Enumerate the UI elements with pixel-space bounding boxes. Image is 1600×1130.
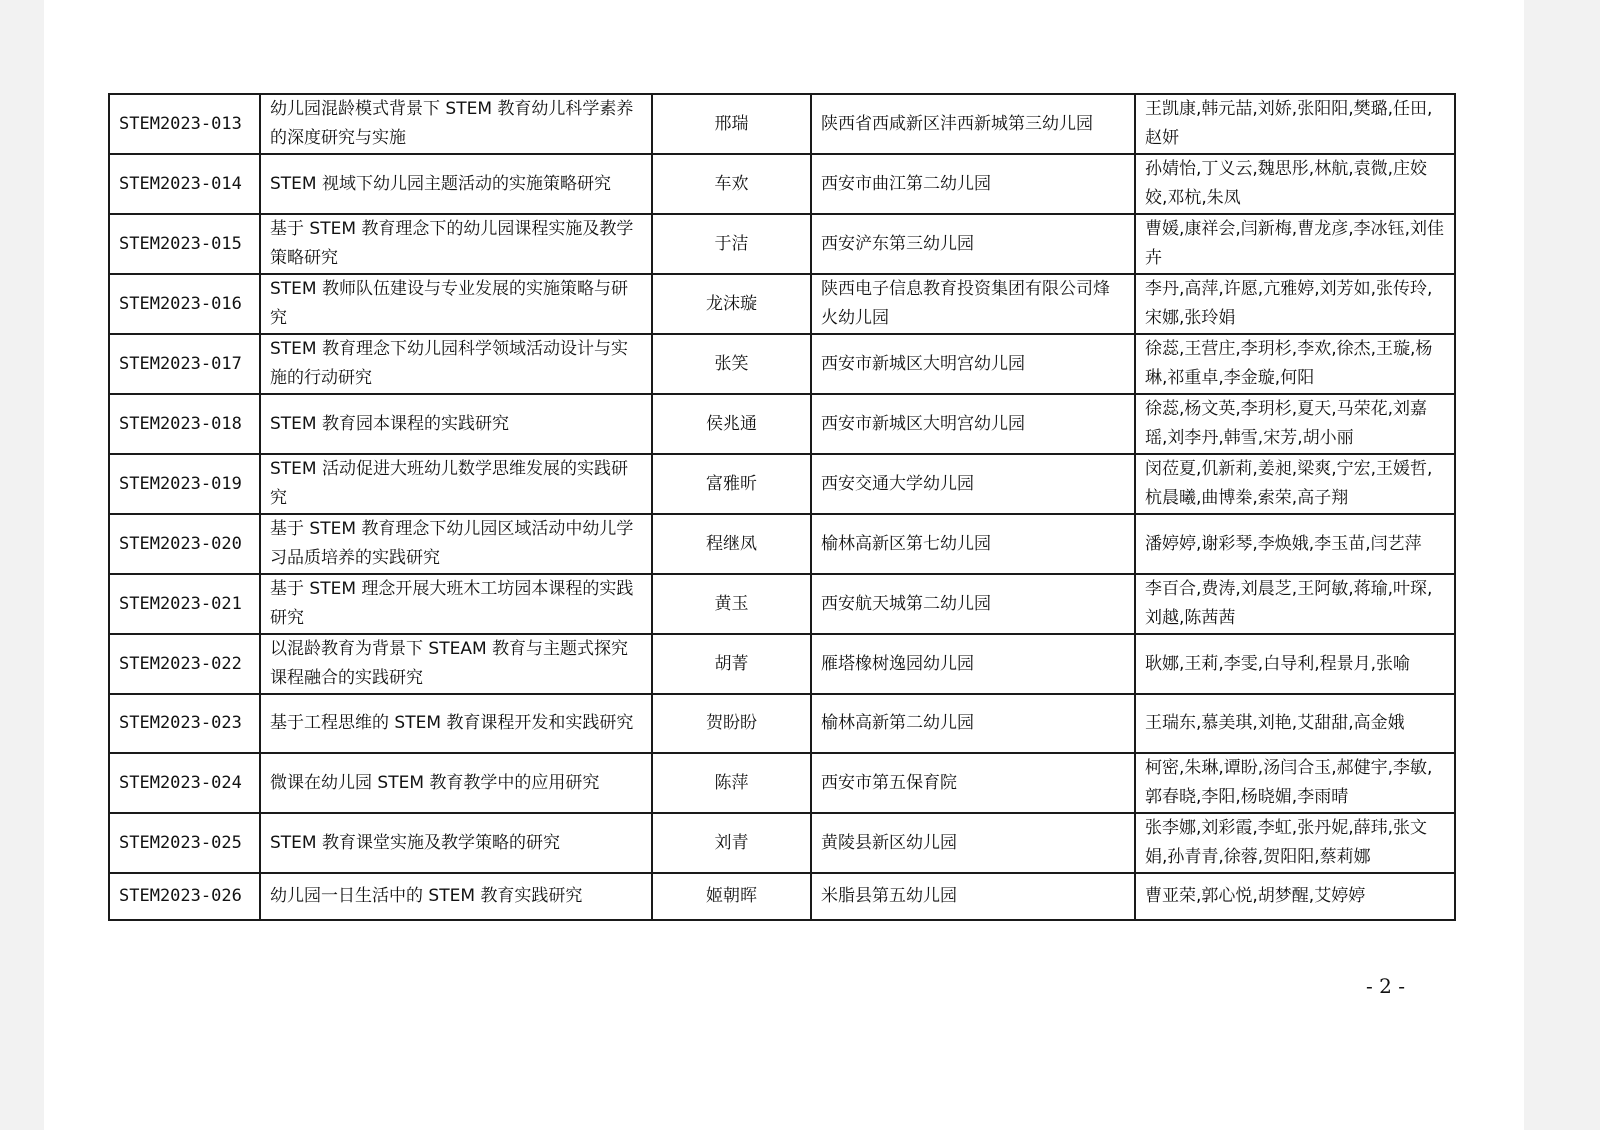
project-members-cell: 徐蕊,王营庄,李玥杉,李欢,徐杰,王璇,杨琳,祁重卓,李金璇,何阳 bbox=[1135, 334, 1455, 394]
project-org-cell: 西安航天城第二幼儿园 bbox=[811, 574, 1135, 634]
table-row bbox=[109, 454, 1455, 514]
project-host-cell: 于洁 bbox=[652, 214, 811, 274]
project-host-cell: 龙沫璇 bbox=[652, 274, 811, 334]
project-host-cell: 程继凤 bbox=[652, 514, 811, 574]
project-host-cell: 姬朝晖 bbox=[652, 873, 811, 920]
project-id-cell: STEM2023-021 bbox=[109, 574, 260, 634]
table-body bbox=[109, 94, 1455, 920]
project-title-cell: 微课在幼儿园 STEM 教育教学中的应用研究 bbox=[260, 753, 652, 813]
project-title-cell: STEM 视域下幼儿园主题活动的实施策略研究 bbox=[260, 154, 652, 214]
project-title-cell: 幼儿园一日生活中的 STEM 教育实践研究 bbox=[260, 873, 652, 920]
document-page bbox=[44, 0, 1524, 1130]
table-row bbox=[109, 753, 1455, 813]
project-host-cell: 张笑 bbox=[652, 334, 811, 394]
table-row bbox=[109, 214, 1455, 274]
project-host-cell: 侯兆通 bbox=[652, 394, 811, 454]
project-title-cell: 幼儿园混龄模式背景下 STEM 教育幼儿科学素养的深度研究与实施 bbox=[260, 94, 652, 154]
project-id-cell: STEM2023-014 bbox=[109, 154, 260, 214]
project-id-cell: STEM2023-019 bbox=[109, 454, 260, 514]
project-title-cell: STEM 教师队伍建设与专业发展的实施策略与研究 bbox=[260, 274, 652, 334]
project-org-cell: 雁塔橡树逸园幼儿园 bbox=[811, 634, 1135, 694]
table-row bbox=[109, 394, 1455, 454]
project-members-cell: 曹亚荣,郭心悦,胡梦醒,艾婷婷 bbox=[1135, 873, 1455, 920]
project-host-cell: 胡菁 bbox=[652, 634, 811, 694]
table-row bbox=[109, 694, 1455, 753]
project-id-cell: STEM2023-013 bbox=[109, 94, 260, 154]
project-title-cell: 基于 STEM 理念开展大班木工坊园本课程的实践研究 bbox=[260, 574, 652, 634]
table-row bbox=[109, 813, 1455, 873]
project-id-cell: STEM2023-024 bbox=[109, 753, 260, 813]
project-id-cell: STEM2023-016 bbox=[109, 274, 260, 334]
project-title-cell: 以混龄教育为背景下 STEAM 教育与主题式探究课程融合的实践研究 bbox=[260, 634, 652, 694]
project-table bbox=[108, 93, 1456, 921]
table-row bbox=[109, 94, 1455, 154]
project-title-cell: 基于工程思维的 STEM 教育课程开发和实践研究 bbox=[260, 694, 652, 753]
project-id-cell: STEM2023-018 bbox=[109, 394, 260, 454]
project-id-cell: STEM2023-017 bbox=[109, 334, 260, 394]
project-id-cell: STEM2023-015 bbox=[109, 214, 260, 274]
project-title-cell: STEM 教育理念下幼儿园科学领域活动设计与实施的行动研究 bbox=[260, 334, 652, 394]
project-host-cell: 刘青 bbox=[652, 813, 811, 873]
table-row bbox=[109, 334, 1455, 394]
project-members-cell: 王瑞东,慕美琪,刘艳,艾甜甜,高金娥 bbox=[1135, 694, 1455, 753]
project-host-cell: 车欢 bbox=[652, 154, 811, 214]
project-title-cell: 基于 STEM 教育理念下幼儿园区域活动中幼儿学习品质培养的实践研究 bbox=[260, 514, 652, 574]
project-host-cell: 陈萍 bbox=[652, 753, 811, 813]
project-host-cell: 黄玉 bbox=[652, 574, 811, 634]
project-id-cell: STEM2023-020 bbox=[109, 514, 260, 574]
project-title-cell: STEM 活动促进大班幼儿数学思维发展的实践研究 bbox=[260, 454, 652, 514]
project-members-cell: 王凯康,韩元喆,刘娇,张阳阳,樊璐,任田,赵妍 bbox=[1135, 94, 1455, 154]
project-members-cell: 曹媛,康祥会,闫新梅,曹龙彦,李冰钰,刘佳卉 bbox=[1135, 214, 1455, 274]
project-org-cell: 西安浐东第三幼儿园 bbox=[811, 214, 1135, 274]
project-members-cell: 耿娜,王莉,李雯,白导利,程景月,张喻 bbox=[1135, 634, 1455, 694]
project-org-cell: 西安交通大学幼儿园 bbox=[811, 454, 1135, 514]
project-id-cell: STEM2023-026 bbox=[109, 873, 260, 920]
table-row bbox=[109, 274, 1455, 334]
table-row bbox=[109, 634, 1455, 694]
project-members-cell: 徐蕊,杨文英,李玥杉,夏天,马荣花,刘嘉瑶,刘李丹,韩雪,宋芳,胡小丽 bbox=[1135, 394, 1455, 454]
page-number: - 2 - bbox=[1366, 974, 1405, 998]
project-members-cell: 柯密,朱琳,谭盼,汤闫合玉,郝健宇,李敏,郭春晓,李阳,杨晓媚,李雨晴 bbox=[1135, 753, 1455, 813]
project-org-cell: 米脂县第五幼儿园 bbox=[811, 873, 1135, 920]
project-org-cell: 陕西省西咸新区沣西新城第三幼儿园 bbox=[811, 94, 1135, 154]
project-id-cell: STEM2023-025 bbox=[109, 813, 260, 873]
project-members-cell: 张李娜,刘彩霞,李虹,张丹妮,薛玮,张文娟,孙青青,徐蓉,贺阳阳,蔡莉娜 bbox=[1135, 813, 1455, 873]
project-host-cell: 富雅昕 bbox=[652, 454, 811, 514]
project-host-cell: 贺盼盼 bbox=[652, 694, 811, 753]
project-org-cell: 陕西电子信息教育投资集团有限公司烽火幼儿园 bbox=[811, 274, 1135, 334]
project-members-cell: 潘婷婷,谢彩琴,李焕娥,李玉苗,闫艺萍 bbox=[1135, 514, 1455, 574]
project-members-cell: 闵莅夏,仉新莉,姜昶,梁爽,宁宏,王媛哲,杭晨曦,曲博桊,索荣,高子翔 bbox=[1135, 454, 1455, 514]
table-row bbox=[109, 873, 1455, 920]
project-members-cell: 李丹,高萍,许愿,亢雅婷,刘芳如,张传玲,宋娜,张玲娟 bbox=[1135, 274, 1455, 334]
project-title-cell: STEM 教育课堂实施及教学策略的研究 bbox=[260, 813, 652, 873]
table-row bbox=[109, 574, 1455, 634]
project-org-cell: 榆林高新第二幼儿园 bbox=[811, 694, 1135, 753]
project-org-cell: 西安市新城区大明宫幼儿园 bbox=[811, 334, 1135, 394]
project-host-cell: 邢瑞 bbox=[652, 94, 811, 154]
project-org-cell: 黄陵县新区幼儿园 bbox=[811, 813, 1135, 873]
project-title-cell: STEM 教育园本课程的实践研究 bbox=[260, 394, 652, 454]
table-row bbox=[109, 514, 1455, 574]
project-org-cell: 榆林高新区第七幼儿园 bbox=[811, 514, 1135, 574]
project-org-cell: 西安市新城区大明宫幼儿园 bbox=[811, 394, 1135, 454]
project-members-cell: 李百合,费涛,刘晨芝,王阿敏,蒋瑜,叶琛,刘越,陈茜茜 bbox=[1135, 574, 1455, 634]
project-org-cell: 西安市曲江第二幼儿园 bbox=[811, 154, 1135, 214]
project-members-cell: 孙婧怡,丁义云,魏思彤,林航,袁微,庄姣姣,邓杭,朱凤 bbox=[1135, 154, 1455, 214]
project-id-cell: STEM2023-022 bbox=[109, 634, 260, 694]
table-row bbox=[109, 154, 1455, 214]
project-org-cell: 西安市第五保育院 bbox=[811, 753, 1135, 813]
project-title-cell: 基于 STEM 教育理念下的幼儿园课程实施及教学策略研究 bbox=[260, 214, 652, 274]
project-id-cell: STEM2023-023 bbox=[109, 694, 260, 753]
